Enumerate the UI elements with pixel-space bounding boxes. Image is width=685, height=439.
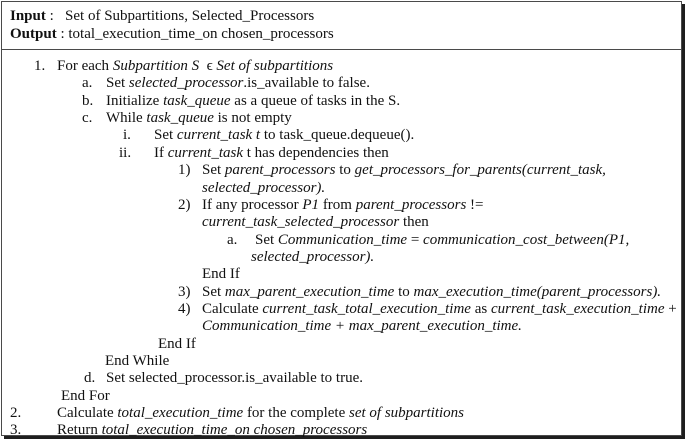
italic-text: parent_processors bbox=[224, 162, 336, 178]
text: Set bbox=[202, 284, 225, 300]
step-roman: i. bbox=[123, 127, 131, 143]
step-2 bbox=[57, 405, 464, 422]
italic-text: selected_processor bbox=[128, 75, 244, 91]
text: as bbox=[470, 301, 491, 317]
text: to bbox=[394, 284, 414, 300]
step-3 bbox=[57, 422, 367, 439]
step-letter: c. bbox=[82, 110, 93, 126]
italic-text: max_parent_execution_time bbox=[224, 284, 395, 300]
step-1-for-each bbox=[57, 58, 333, 75]
end-for: End For bbox=[61, 388, 110, 404]
italic-text: set of subpartitions bbox=[348, 405, 464, 421]
italic-text: get_processors_for_parents(current_task, bbox=[354, 162, 606, 178]
italic-text: current_task t bbox=[176, 127, 261, 143]
input-separator: : bbox=[45, 8, 66, 24]
text: Set bbox=[202, 162, 225, 178]
text: Initialize bbox=[106, 93, 164, 109]
step-1c-ii-2 bbox=[202, 197, 484, 214]
text: Return bbox=[57, 422, 102, 438]
step-1c-ii-2a-continuation: selected_processor). bbox=[251, 249, 375, 265]
step-1d: Set selected_processor.is_available to true. bbox=[106, 370, 363, 386]
text: from bbox=[319, 197, 356, 213]
step-paren-number: 4) bbox=[178, 301, 191, 317]
italic-text: task_queue bbox=[163, 93, 231, 109]
italic-text: current_task_execution_time bbox=[490, 301, 665, 317]
italic-text: communication_cost_between(P1, bbox=[423, 232, 630, 248]
output-line bbox=[10, 26, 334, 43]
input-value: Set of Subpartitions, Selected_Processors bbox=[65, 8, 315, 24]
text: Calculate bbox=[202, 301, 263, 317]
text: Set bbox=[106, 75, 129, 91]
italic-text: parent_processors bbox=[355, 197, 467, 213]
text: Set bbox=[154, 127, 177, 143]
element-of-symbol: ϵ bbox=[199, 58, 217, 74]
step-number: 1. bbox=[34, 58, 46, 74]
step-1c-ii-1-continuation: selected_processor). bbox=[202, 180, 326, 196]
text: Set bbox=[255, 232, 278, 248]
italic-text: total_execution_time_on chosen_processors bbox=[101, 422, 368, 438]
text: If bbox=[154, 145, 168, 161]
step-1c-ii bbox=[154, 145, 389, 162]
step-1c-ii-2-continuation bbox=[202, 214, 429, 231]
text: t has dependencies then bbox=[243, 145, 389, 161]
text: = bbox=[407, 232, 424, 248]
algorithm-box bbox=[1, 1, 682, 436]
italic-text: P1 bbox=[302, 197, 320, 213]
header-divider bbox=[2, 49, 681, 50]
input-label: Input bbox=[10, 8, 46, 24]
italic-text: max_execution_time(parent_processors). bbox=[413, 284, 662, 300]
text: + bbox=[664, 301, 677, 317]
step-1c-ii-1 bbox=[202, 162, 606, 179]
end-if-inner: End If bbox=[202, 266, 240, 282]
italic-text: Set of subpartitions bbox=[216, 58, 334, 74]
italic-text: current_task_selected_processor bbox=[202, 214, 400, 230]
step-paren-number: 2) bbox=[178, 197, 191, 213]
italic-text: total_execution_time bbox=[117, 405, 244, 421]
input-line bbox=[10, 8, 314, 25]
italic-text: current_task_total_execution_time bbox=[262, 301, 471, 317]
text: For each bbox=[57, 58, 113, 74]
step-paren-number: 1) bbox=[178, 162, 191, 178]
text: While bbox=[106, 110, 147, 126]
text: is not empty bbox=[213, 110, 292, 126]
step-1c-ii-2a bbox=[255, 232, 629, 249]
step-1a bbox=[106, 75, 370, 92]
step-1c-ii-4-continuation: Communication_time + max_parent_execution_time. bbox=[202, 318, 522, 334]
step-number: 3. bbox=[10, 422, 22, 438]
output-value: total_execution_time_on chosen_processors bbox=[68, 26, 334, 42]
italic-text: task_queue bbox=[146, 110, 214, 126]
text: to bbox=[335, 162, 355, 178]
text: then bbox=[399, 214, 429, 230]
step-1c-ii-3 bbox=[202, 284, 661, 301]
text: as a queue of tasks in the S. bbox=[230, 93, 401, 109]
text: for the complete bbox=[243, 405, 349, 421]
step-1c bbox=[106, 110, 292, 127]
step-1b bbox=[106, 93, 400, 110]
text: != bbox=[466, 197, 484, 213]
italic-text: Subpartition S bbox=[112, 58, 200, 74]
step-letter: d. bbox=[84, 370, 96, 386]
step-paren-number: 3) bbox=[178, 284, 191, 300]
output-label: Output bbox=[10, 26, 57, 42]
text: If any processor bbox=[202, 197, 303, 213]
end-while: End While bbox=[105, 353, 170, 369]
step-number: 2. bbox=[10, 405, 22, 421]
italic-text: Communication_time bbox=[277, 232, 408, 248]
step-1c-ii-4 bbox=[202, 301, 677, 318]
italic-text: current_task bbox=[167, 145, 244, 161]
step-roman: ii. bbox=[119, 145, 132, 161]
step-letter: a. bbox=[82, 75, 93, 91]
end-if-outer: End If bbox=[158, 336, 196, 352]
step-letter: b. bbox=[82, 93, 94, 109]
text: to task_queue.dequeue(). bbox=[260, 127, 415, 143]
output-separator: : bbox=[56, 26, 69, 42]
step-1c-i bbox=[154, 127, 414, 144]
step-letter: a. bbox=[227, 232, 238, 248]
text: Calculate bbox=[57, 405, 118, 421]
text: .is_available to false. bbox=[243, 75, 370, 91]
